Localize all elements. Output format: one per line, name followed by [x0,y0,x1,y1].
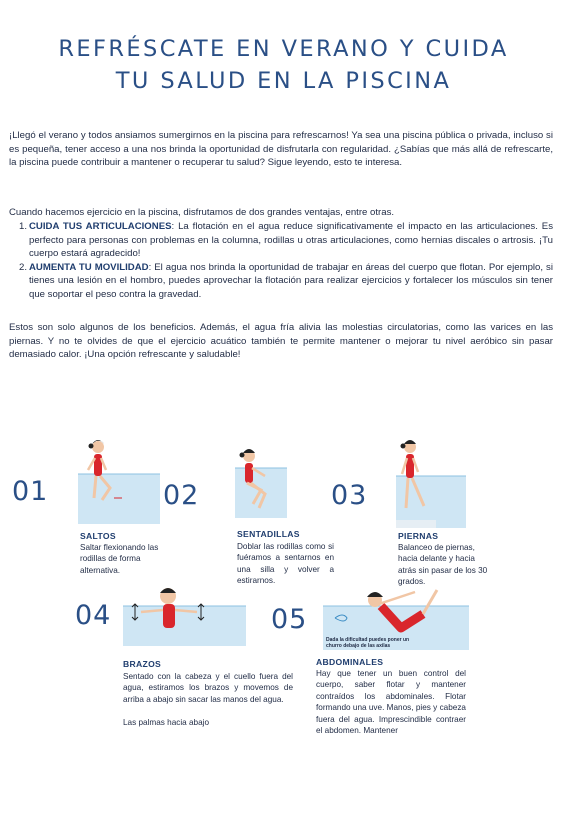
jumping-illustration [78,436,160,524]
benefits-list [9,220,553,302]
title-line-2: TU SALUD EN LA PISCINA [115,68,452,94]
title-line-1: REFRÉSCATE EN VERANO Y CUIDA [58,36,509,62]
benefit-heading: CUIDA TUS ARTICULACIONES [29,221,172,232]
exercise-number-03: 03 [331,480,368,511]
exercise-number-02: 02 [163,480,200,511]
squat-illustration [235,446,287,518]
arms-illustration [123,582,246,646]
exercise-title-abdominales: ABDOMINALES [316,657,384,667]
exercise-text-brazos: Sentado con la cabeza y el cuello fuera del agua, estiramos los brazos y movemos de arriba a abajo sin sacar las manos del agua. [123,672,293,704]
exercise-number-04: 04 [75,600,112,631]
exercise-title-brazos: BRAZOS [123,659,162,669]
legs-illustration [396,436,466,528]
benefit-text: : La flotación en el agua reduce significativamente el impacto en las articulaciones. Es perfecto para personas con problemas en la columna, rodillas u otras articulaciones, como hernias discales o artrosis. ¡Tu cuerpo estará agradecido! [29,221,553,260]
exercise-title-sentadillas: SENTADILLAS [237,529,300,539]
exercise-title-piernas: PIERNAS [398,531,439,541]
closing-paragraph: Estos son solo algunos de los beneficios. Además, el agua fría alivia las molestias circulatorias, como las varices en las piernas. Y no te olvides de que el ejercicio acuático también te permite mantener o mejorar tu nivel aeróbico sin pasar demasiado calor. ¡Una opción refrescante y saludable! [9,322,553,361]
exercise-text-brazos-palms: Las palmas hacia abajo [123,718,210,727]
benefit-item [9,261,553,302]
intro-paragraph: ¡Llegó el verano y todos ansiamos sumergirnos en la piscina para refrescarnos! Ya sea una piscina pública o privada, incluso si es pequeña, tener acceso a una nos brinda la oportunidad de disfrutarla con regularidad. ¿Sabías que más allá de refrescarte, la piscina puede contribuir a mantener o recuperar tu salud? Sigue leyendo, esto te interesa. [9,130,553,169]
abs-note: Dada la dificultad puedes poner un churro debajo de las axilas [326,637,410,649]
benefit-number: 1. [19,221,28,232]
benefit-heading: AUMENTA TU MOVILIDAD [29,261,149,273]
exercise-text-piernas: Balanceo de piernas, hacia delante y hacia atrás sin pasar de los 30 grados. [398,543,488,587]
benefits-intro: Cuando hacemos ejercicio en la piscina, disfrutamos de dos grandes ventajas, entre otras. [9,207,395,218]
exercise-title-saltos: SALTOS [80,531,116,541]
benefit-number: 2. [19,261,28,273]
exercise-text-saltos: Saltar flexionando las rodillas de forma alternativa. [80,543,159,575]
exercise-text-sentadillas: Doblar las rodillas como si fuéramos a sentarnos en una silla y volver a estirarnos. [237,542,334,586]
benefit-text: : El agua nos brinda la oportunidad de trabajar en áreas del cuerpo que flotan. Por ejemplo, si tienes una lesión en el hombro, puedes aprovechar la flotación para realizar ejercicios y fortalecer los músculos sin tener que soportar el peso contra la gravedad. [29,261,553,300]
exercise-number-01: 01 [12,476,49,507]
exercise-text-abdominales: Hay que tener un buen control del cuerpo, saber flotar y mantener contraídos los abdominales. Flotar formando una uve. Manos, pies y cabeza fuera del agua. Imprescindible contraer el abdomen. Mantener [316,669,466,736]
benefit-item [9,220,553,261]
exercise-number-05: 05 [271,604,308,635]
page-title [20,33,547,97]
